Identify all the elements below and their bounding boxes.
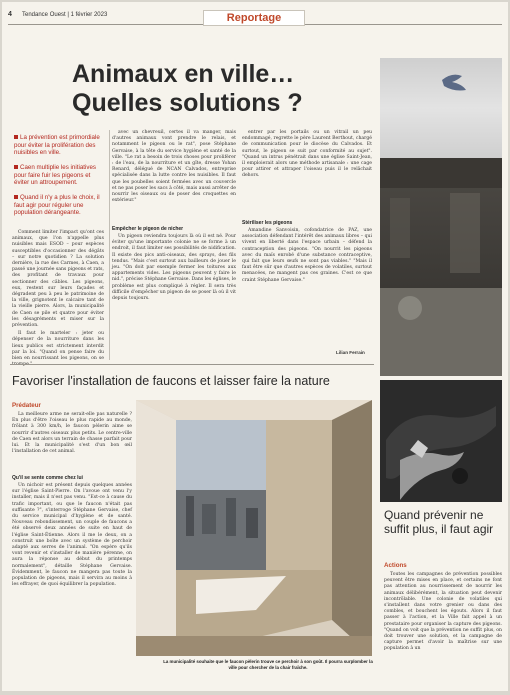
paragraph: Il faut le marteler : jeter ou dépenser de la nourriture dans les lieux publics est strictement interdit par la loi. "Quand on pense faire du bien en nourrissant les pigeons, on se bbox=[12, 331, 104, 362]
column-divider bbox=[109, 130, 110, 360]
bullet-text: La prévention est primordiale pour éviter la prolifération des nuisibles en ville. bbox=[14, 134, 100, 156]
gargoyle-photo bbox=[380, 380, 502, 502]
title-line-1: Animaux en ville… bbox=[72, 60, 295, 88]
bullet-square-icon bbox=[14, 195, 18, 199]
section-divider bbox=[10, 364, 374, 365]
paragraph: Amandine Sanvoisin, cofondatrice de PAZ, une association défendant l'intérêt des animaux libres – qui vivent en liberté dans l'espace urbain – défend la contraception des pigeons. "On nourrit les pigeons avec du maïs enrobé d'une substance contraceptive, qui fait que leurs œufs ne sont pas viables." "Mais il faut être sûr que d'autres espèces de volatiles, surtout menacées, ne mangent pas ces graines. C'est ce que craint Stéphane Gervaise." bbox=[242, 228, 372, 283]
second-article-column-1b bbox=[12, 483, 132, 683]
paragraph: Toutes les campagnes de prévention possibles peuvent être mises en place, et certains ne font pas attention au nourrissement de nourrir les animaux délibérément, la situation peut devenir incontrôlable. Une colonie de volatiles qui s'installent dans votre grenier ou dans des combles, et bouchent les égouts. Alors il faut passer à l'action, et la Ville fait appel à un prestataire pour organiser la capture des pigeons. "Quand on voit que la prévention ne suffit plus, on doit trouver une solution, et la campagne de capture permet d'avoir la maîtrise sur une population à un bbox=[384, 572, 502, 652]
kicker-predateur: Prédateur bbox=[12, 402, 41, 409]
page-header bbox=[8, 8, 502, 25]
article-column-3 bbox=[242, 130, 372, 214]
bullet-3 bbox=[14, 194, 106, 217]
bullet-square-icon bbox=[14, 135, 18, 139]
second-article-column-1 bbox=[12, 412, 132, 472]
bullet-square-icon bbox=[14, 165, 18, 169]
paragraph: entrer par les portails ou un vitrail un peu endommagé, regrette le père Laurent Berthout, chargé de communication pour le diocèse du Calvados. Et surtout, le pigeon se suit par conformité au sujet". "Quand un intrus pénétrait dans une église Saint-Jean, il emploierait alors une méthode artisanale : une cage pour attirer et attraper l'oiseau puis il le relâchait dehors. bbox=[242, 130, 372, 179]
paragraph: La meilleure arme ne serait-elle pas naturelle ? En plus d'être l'oiseau le plus rapide au monde, frôlant à 300 km/h, le faucon pèlerin aime se nourrir d'autres oiseaux plus petits. Le centre-ville de Caen est alors un terrain de chasse parfait pour lui. Et la municipalité s'est d'un bon œil l'installation de cet animal. bbox=[12, 412, 132, 455]
section-label: Reportage bbox=[203, 10, 305, 26]
subhead-chez-lui: Qu'il se sente comme chez lui bbox=[12, 475, 83, 481]
side-article-body bbox=[384, 572, 502, 684]
publication-name: Tendance Ouest bbox=[22, 12, 66, 18]
newspaper-page bbox=[2, 2, 508, 691]
pigeon-photo bbox=[380, 58, 502, 376]
paragraph: Comment limiter l'impact qu'ont ces animaux, que l'on n'appelle plus nuisibles mais ESOD – pour espèces susceptibles d'occasionner des dégâts – sur notre quotidien ? La solution dernière, la rue des Carmes, à Caen, a passé une journée sans pigeons et rats, des profitant de travaux pour sectionner des câbles. Les pigeons, eux, restent sur leurs façades et dégradent peu à peu le patrimoine de la ville, grignotent le calcaire tant de la vieille pierre. Alors, la municipalité de Caen se pile et quatre pour éviter les désagréments et miser sur la prévention. bbox=[12, 230, 104, 329]
bullet-1 bbox=[14, 134, 106, 157]
title-line-2: Quelles solutions ? bbox=[72, 89, 303, 117]
publication-date-line bbox=[22, 12, 107, 18]
falcon-perch-photo bbox=[136, 400, 372, 656]
kicker-actions: Actions bbox=[384, 562, 407, 569]
author-signature: Lilian Ferrain bbox=[336, 350, 365, 355]
photo-caption: La municipalité souhaite que le faucon pèlerin trouve ce perchoir à son goût. Il pourra surplomber la ville pour chercher de la chair fraîche. bbox=[163, 659, 373, 670]
falcon-perch-art bbox=[136, 400, 372, 656]
paragraph: avec un chevreuil, certes il va manger, mais d'autres animaux vont prendre le relais, et notamment le pigeon ou le rat", pose Stéphane Gervaise, à la tête du service hygiène et santé de la ville. "Le rat a besoin de trois choses pour proliférer : de l'eau, de la nourriture et un gîte, dresse Yohan Renard, délégué de NCAN Calvados, entreprise spécialisée dans la lutte contre les nuisibles. Il faut que les poubelles soient fermées avec un couvercle et ne pas poser les sacs à côté, mais aussi arrêter de nourrir les oiseaux ou de poser des croquettes en extérieur." bbox=[112, 130, 236, 204]
bullet-2 bbox=[14, 164, 106, 187]
subhead-nicher: Empêcher le pigeon de nicher bbox=[112, 226, 184, 232]
article-title bbox=[72, 60, 372, 118]
pigeon-photo-art bbox=[380, 58, 502, 376]
page-number: 4 bbox=[8, 11, 12, 18]
separator-icon: | bbox=[67, 12, 69, 18]
article-column-2b bbox=[112, 234, 236, 362]
paragraph: Un nichoir est présent depuis quelques années sur l'église Saint-Pierre. On l'avoue ont venu l'y installer, mais il n'est pas venu. "Est-ce à cause du trafic important, ou que le faucon n'était pas suffisante ?", s'interroge Stéphane Gervaise, chef du service municipal d'hygiène et de santé. Nouveau rebondissement, un couple de faucons a été observé deux années de suite en haut de l'église Saint-Étienne. Alors il me le deux, on a construit une boîte avec un système de perchoir adapté aux serres de l'animal. "On espère qu'ils vont revenir et s'installer de manière pérenne, on aura la réponse au début du printemps normalement", détaille Stéphane Gervaise. Évidemment, le faucon ne mangera pas toute la population de pigeons, mais il servira au moins à les effrayer, de quoi équilibrer la population. bbox=[12, 483, 132, 588]
subhead-steriliser: Stériliser les pigeons bbox=[242, 220, 293, 226]
bullet-text: Caen multiplie les initiatives pour faire fuir les pigeons et éviter un attroupement. bbox=[14, 164, 97, 186]
article-column-2 bbox=[112, 130, 236, 222]
issue-date: 1 février 2023 bbox=[70, 12, 108, 18]
second-article-title: Favoriser l'installation de faucons et laisser faire la nature bbox=[12, 374, 330, 388]
side-article-title: Quand prévenir ne suffit plus, il faut agir bbox=[384, 508, 494, 536]
gargoyle-photo-art bbox=[380, 380, 502, 502]
article-column-1 bbox=[12, 230, 104, 362]
article-column-3b bbox=[242, 228, 372, 346]
bullet-text: Quand il n'y a plus le choix, il faut agir pour réguler une population dérangeante. bbox=[14, 194, 100, 216]
paragraph: Un pigeon reviendra toujours là où il est né. Pour éviter qu'une importante colonie ne se forme à un endroit, il faut limiter ses possibilités de nidification. Il existe des pics anti-oiseaux, des sprays, des fils tendus. "Mais c'est surtout aux bailleurs de jouer le jeu. "On doit par exemple fermer les toitures aux appartements vides. Les pigeons peuvent y faire le nid.", précise Stéphane Gervaise. Dans les églises, le problème est plus compliqué à régler. Il sera très difficile d'empêcher un pigeon de se poser là où il vit depuis toujours. bbox=[112, 234, 236, 302]
